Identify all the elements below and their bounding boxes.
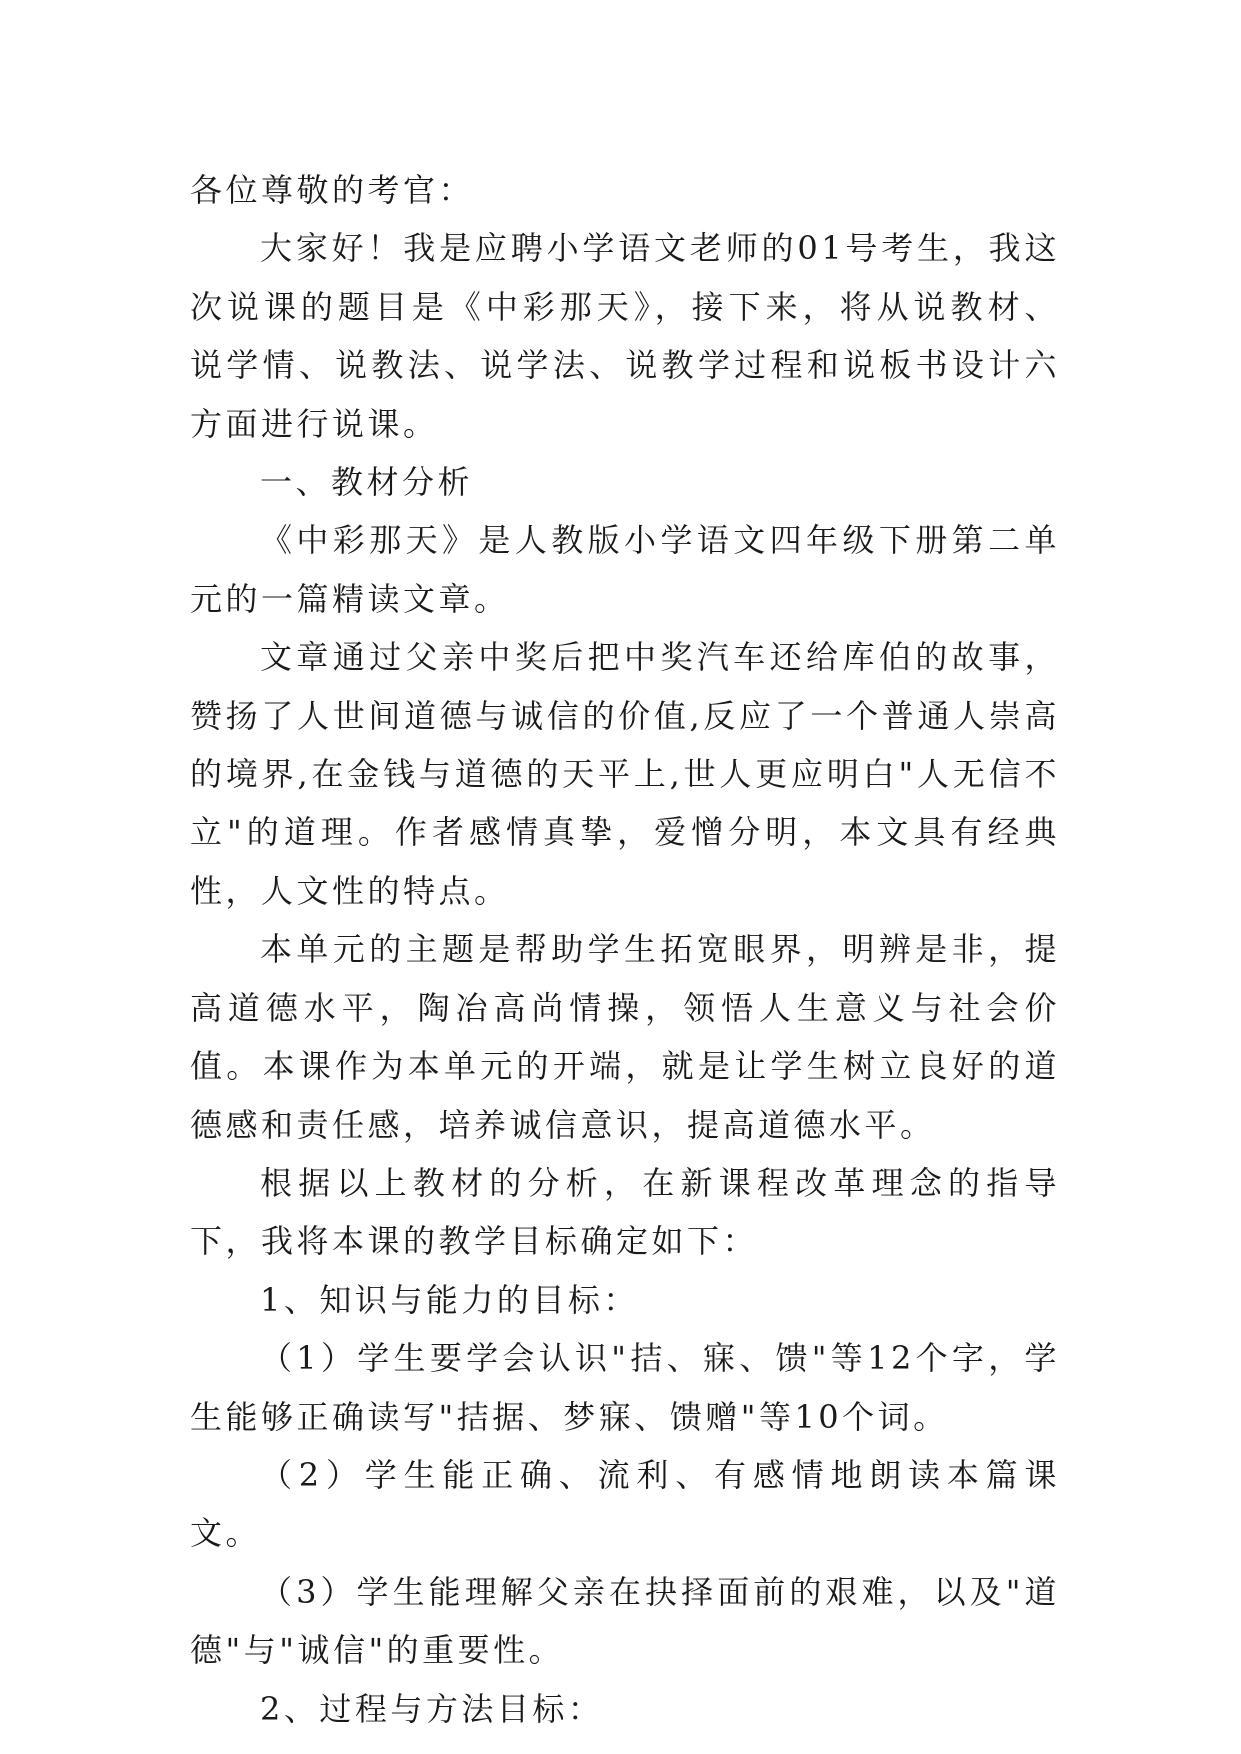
textbook-paragraph: 《中彩那天》是人教版小学语文四年级下册第二单元的一篇精读文章。: [190, 521, 1060, 618]
intro-paragraph: 大家好！我是应聘小学语文老师的01号考生，我这次说课的题目是《中彩那天》，接下来，将从说教材、说学情、说教法、说学法、说教学过程和说板书设计六方面进行说课。: [190, 229, 1060, 443]
goal-item-3: （3）学生能理解父亲在抉择面前的艰难，以及"道德"与"诚信"的重要性。: [190, 1572, 1060, 1670]
unit-theme-paragraph: 本单元的主题是帮助学生拓宽眼界，明辨是非，提高道德水平，陶冶高尚情操，领悟人生意义与社会价值。本课作为本单元的开端，就是让学生树立良好的道德感和责任感，培养诚信意识，提高道德水平。: [190, 930, 1060, 1144]
article-summary-paragraph: 文章通过父亲中奖后把中奖汽车还给库伯的故事，赞扬了人世间道德与诚信的价值,反应了一个普通人崇高的境界,在金钱与道德的天平上,世人更应明白"人无信不立"的道理。作者感情真挚，爱憎分明，本文具有经典性，人文性的特点。: [190, 638, 1060, 910]
teaching-goals-intro-paragraph: 根据以上教材的分析，在新课程改革理念的指导下，我将本课的教学目标确定如下：: [190, 1163, 1060, 1261]
goal-item-2: （2）学生能正确、流利、有感情地朗读本篇课文。: [190, 1455, 1060, 1553]
section-heading-textbook-analysis: 一、教材分析: [260, 463, 474, 502]
goal-heading-process: 2、过程与方法目标：: [260, 1689, 604, 1728]
document-body: [190, 161, 1060, 1738]
goal-item-1: （1）学生要学会认识"拮、寐、馈"等12个字，学生能够正确读写"拮据、梦寐、馈赠"等10个词。: [190, 1339, 1060, 1436]
goal-heading-knowledge: 1、知识与能力的目标：: [260, 1280, 639, 1319]
salutation: 各位尊敬的考官：: [190, 171, 475, 209]
